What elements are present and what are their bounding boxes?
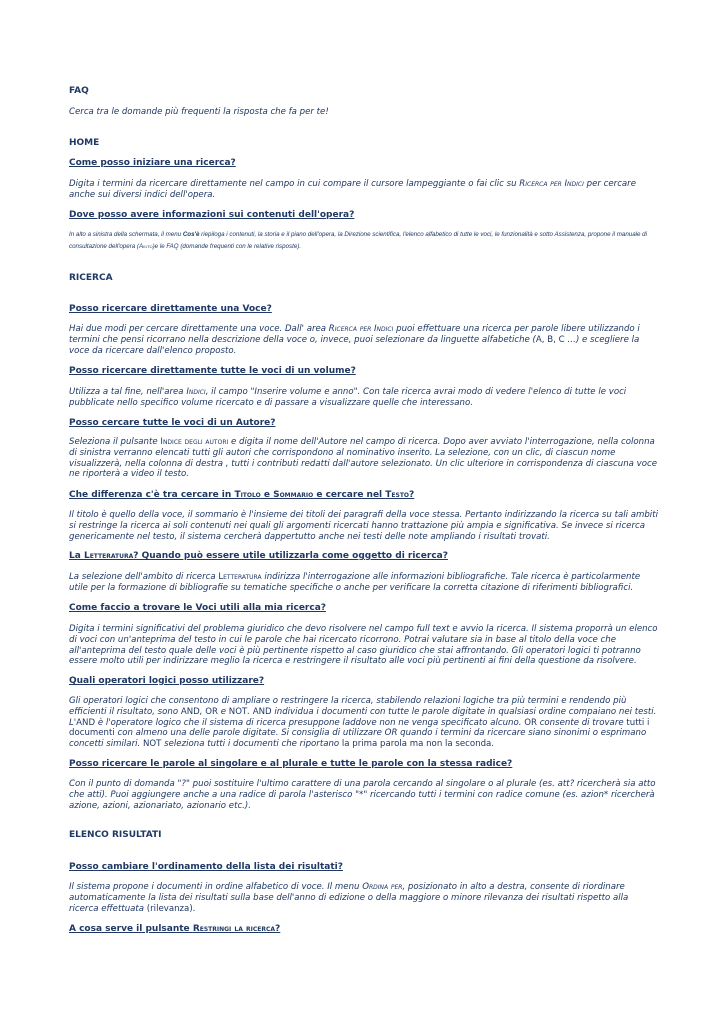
home-heading: HOME	[69, 138, 100, 148]
ricerca-answer-1: Hai due modi per cercare direttamente una voce. Dall' area Ricerca per Indici puoi effettuare una ricerca per parole libere utilizzando i termini che pensi ricorrano nella descrizione della voce o, invece, puoi selezionare da linguette alfabetiche (A, B, C …) e scegliere la voce da ricercare dall'elenco proposto.	[69, 324, 640, 356]
ricerca-answer-2: Utilizza a tal fine, nell'area Indici, il campo "Inserire volume e anno". Con tale ricerca avrai modo di vedere l'elenco di tutte le voci pubblicate nello specifico volume ricercato e di passare a visualizzare quelle che interessano.	[69, 387, 627, 408]
ricerca-answer-5: La selezione dell'ambito di ricerca Letteratura indirizza l'interrogazione alle informazioni bibliografiche. Tale ricerca è particolarmente utile per la formazione di bibliografie su tematiche specifiche o anche per verificare la corretta citazione di riferimenti bibliografici.	[69, 572, 641, 593]
elenco-answer-1: Il sistema propone i documenti in ordine alfabetico di voce. Il menu Ordina per, posizionato in alto a destra, consente di riordinare automaticamente la lista dei risultati sulla base dell'anno di edizione o della maggiore o minore rilevanza dei risultati rispetto alla ricerca effettuata (rilevanza).	[69, 882, 629, 914]
faq-intro: Cerca tra le domande più frequenti la risposta che fa per te!	[69, 107, 329, 117]
elenco-heading: ELENCO RISULTATI	[69, 830, 162, 840]
elenco-question-1: Posso cambiare l'ordinamento della lista dei risultati?	[69, 862, 343, 872]
ricerca-answer-6: Digita i termini significativi del problema giuridico che devo risolvere nel campo full text e avvio la ricerca. Il sistema proporrà un elenco di voci con un'anteprima del testo in cui le parole che hai ricercato ricorrono. Potrai valutare sia in base al titolo della voce che all'anteprima del testo quale delle voci è più pertinente rispetto al caso giuridico che stai affrontando. Gli operatori logici ti potranno essere molto utili per indirizzare meglio la ricerca e restringere il risultato alle voci più pertinenti ai fini della questione da risolvere.	[69, 624, 658, 667]
home-question-1: Come posso iniziare una ricerca?	[69, 158, 236, 168]
ricerca-question-8: Posso ricercare le parole al singolare e al plurale e tutte le parole con la stessa radice?	[69, 759, 513, 769]
ricerca-answer-4: Il titolo è quello della voce, il sommario è l'insieme dei titoli dei paragrafi della voce stessa. Pertanto indirizzando la ricerca su tali ambiti si restringe la ricerca ai soli contenuti nei quali gli argomenti ricercati hanno trattazione più ampia e significativa. Se invece si ricerca genericamente nel testo, il sistema cercherà dappertutto anche nei testi delle note ampliando i risultati trovati.	[69, 510, 658, 542]
ricerca-heading: RICERCA	[69, 273, 113, 283]
ricerca-question-5: La Letteratura? Quando può essere utile utilizzarla come oggetto di ricerca?	[69, 551, 448, 561]
ricerca-answer-7: Gli operatori logici che consentono di ampliare o restringere la ricerca, stabilendo relazioni logiche tra più termini e rendendo più efficienti il risultato, sono AND, OR e NOT. AND individua i documenti con tutte le parole digitate in qualsiasi ordine compaiano nei testi. L'AND è l'operatore logico che il sistema di ricerca presuppone laddove non ne venga specificato alcuno. OR consente di trovare tutti i documenti con almeno una delle parole digitate. Si consiglia di utilizzare OR quando i termini da ricercare siano sinonimi o esprimano concetti similari. NOT seleziona tutti i documenti che riportano la prima parola ma non la seconda.	[69, 696, 657, 750]
home-answer-1: Digita i termini da ricercare direttamente nel campo in cui compare il cursore lampeggiante o fai clic su Ricerca per Indici per cercare anche sui diversi indici dell'opera.	[69, 179, 637, 200]
ricerca-answer-8: Con il punto di domanda "?" puoi sostituire l'ultimo carattere di una parola cercando al singolare o al plurale (es. att? ricercherà sia atto che atti). Puoi aggiungere anche a una radice di parola l'asterisco "*" ricercando tutti i termini con radice comune (es. azion* ricercherà azione, azioni, azionariato, azionario etc.).	[69, 779, 656, 811]
ricerca-answer-3: Seleziona il pulsante Indice degli autori e digita il nome dell'Autore nel campo di ricerca. Dopo aver avviato l'interrogazione, nella colonna di sinistra verranno elencati tutti gli autori che corrispondono al nominativo inserito. La selezione, con un clic, di ciascun nome visualizzerà, nella colonna di destra , tutti i contributi redatti dall'autore selezionato. Un clic ulteriore in corrispondenza di ciascuna voce ne riporterà a video il testo.	[69, 437, 658, 480]
home-question-2: Dove posso avere informazioni sui contenuti dell'opera?	[69, 210, 355, 220]
ricerca-question-3: Posso cercare tutte le voci di un Autore?	[69, 418, 276, 428]
ricerca-question-1: Posso ricercare direttamente una Voce?	[69, 304, 272, 314]
elenco-question-2: A cosa serve il pulsante Restringi la ricerca?	[69, 924, 281, 934]
ricerca-question-4: Che differenza c'è tra cercare in Titolo e Sommario e cercare nel Testo?	[69, 490, 415, 500]
ricerca-question-7: Quali operatori logici posso utilizzare?	[69, 676, 265, 686]
ricerca-question-6: Come faccio a trovare le Voci utili alla mia ricerca?	[69, 603, 326, 613]
home-answer-2: In alto a sinistra della schermata, il menu Cos'è riepiloga i contenuti, la storia e il piano dell'opera, la Direzione scientifica, l'elenco alfabetico di tutte le voci, le funzionalità e sotto Assistenza, propone il manuale di consultazione dell'opera (Aiuto)e le FAQ (domande frequenti con le relative risposte).	[69, 231, 647, 250]
ricerca-question-2: Posso ricercare direttamente tutte le voci di un volume?	[69, 366, 356, 376]
faq-heading: FAQ	[69, 86, 89, 96]
